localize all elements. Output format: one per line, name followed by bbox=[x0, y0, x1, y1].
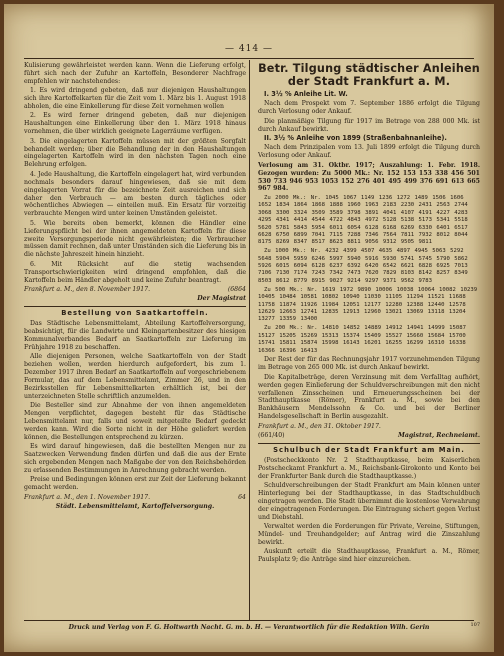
header-rule bbox=[24, 58, 474, 59]
left-paragraph: Alle diejenigen Personen, welche Saatkartoffeln von der Stadt beziehen wollen, werden hierdurch aufgefordert, bis zum 1. Dezember 1917 ihren Bedarf an Saatkartoffeln auf vorgeschriebenem Formular, das auf dem Lebensmittelamt, Zimmer 26, und in den Bezirksstellen für Lebensmittelkarten erhältlich ist, bei der unterzeichneten Stelle schriftlich anzumelden. bbox=[24, 353, 246, 400]
drawn-numbers: Zu 500 Mk.: Nr. 1619 1972 9890 10006 10038 10064 10082 10239 10405 10484 10581 10802 10940 11030 11105 11294 11521 11688 11758 11874 11926 11984 12051 12177 12280 12388 12440 12578 12629 12663 12741 12835 12913 12960 13021 13069 13118 13204 13277 13359 13400 bbox=[258, 286, 478, 323]
signature bbox=[258, 432, 480, 440]
left-paragraph: 1. Es wird dringend gebeten, daß nur diejenigen Haushaltungen sich ihre Kartoffelkarten für die Zeit vom 1. März bis 1. August 1918 abholen, die eine Einkellerung für diese Zeit vornehmen wollen bbox=[24, 87, 246, 111]
signature: Städt. Lebensmittelamt, Kartoffelversorgung. bbox=[55, 503, 215, 511]
left-paragraph: Das Städtische Lebensmittelamt, Abteilung Kartoffelversorgung, beabsichtigt, für die Landwirte und Kleingartenbesitzer des hiesigen Kommunalverbandes Bedarf an Saatkartoffeln zur Lieferung im Frühjahre 1918 zu beschaffen. bbox=[24, 320, 246, 351]
right-paragraph: Verwaltet werden die Forderungen für Private, Vereine, Stiftungen, Mündel- und Treuhandgelder; auf Antrag wird die Zinszahlung bewirkt. bbox=[258, 523, 480, 546]
dateline bbox=[258, 423, 480, 431]
left-paragraph: 2. Es wird ferner dringend gebeten, daß nur diejenigen Haushaltungen eine Einkellerung über den 1. März 1918 hinaus vornehmen, die über wirklich geeignete Lagerräume verfügen. bbox=[24, 112, 246, 136]
newspaper-page bbox=[4, 4, 494, 652]
right-paragraph: Nach dem Prinzipalen vom 13. Juli 1899 erfolgt die Tilgung durch Verlosung oder Ankauf. bbox=[258, 144, 480, 160]
footer-rule bbox=[24, 620, 474, 621]
right-paragraph: Die planmäßige Tilgung für 1917 im Betrage von 288 000 Mk. ist durch Ankauf bewirkt. bbox=[258, 117, 480, 133]
left-paragraph: Preise und Bedingungen können erst zur Zeit der Lieferung bekannt gemacht werden. bbox=[24, 476, 246, 492]
drawn-numbers: Zu 1000 Mk.: Nr. 4232 4399 4507 4635 4897 4945 5063 5292 5648 5904 5959 6246 5997 5940 5916 5930 5741 5745 5790 5862 5926 6015 6094 6128 6237 6392 6420 6542 6621 6828 6925 7013 7106 7130 7174 7243 7342 7473 7620 7829 8103 8142 8257 8349 8503 8612 8779 8915 9027 9214 9297 9371 9562 9783 bbox=[258, 248, 468, 284]
right-paragraph: Auskunft erteilt die Stadthauptkasse, Frankfurt a. M., Römer, Paulsplatz 9; die Anträge sind hier einzureichen. bbox=[258, 548, 480, 564]
notice-number: 64 bbox=[238, 493, 246, 501]
left-paragraph: 5. Wie bereits oben bemerkt, können die Händler eine Lieferungspflicht bei der ihnen angemeldeten Kartoffeln für diese zweite Versorgungsperiode nicht gewährleisten; die Verbraucher müssen damit rechnen, daß unter Umständen sich die Lieferung bis in die nächste Jahreszeit hinein hinzieht. bbox=[24, 219, 246, 259]
drawn-numbers: Zu 200 Mk.: Nr. 14810 14852 14889 14912 14941 14999 15087 15127 15205 15269 15313 15374 15409 15527 15660 15684 15700 15741 15811 15874 15998 16143 16201 16255 16299 16310 16338 16366 16396 16413 bbox=[258, 325, 466, 354]
left-paragraph: Die Besteller sind zur Abnahme der von ihnen angemeldeten Mengen verpflichtet, dagegen besteht für das Städtische Lebensmittelamt nur, falls und soweit mitgeteilte Bedarf gedeckt werden kann. Wird die Sorte nicht in der Höhe geliefert werden können, die Bestellungen entsprechend zu kürzen. bbox=[24, 402, 246, 441]
subheading: I. 3½ % Anleihe Lit. W. bbox=[264, 90, 348, 98]
right-paragraph: Die Kapitalbeträge, deren Verzinsung mit dem Verfalltag aufhört, werden gegen Einlieferung der Schuldverschreibungen mit den nicht verfallenen Zinsscheinen und Erneuerungsscheinen bei der Stadthauptkasse (Römer), Frankfurt a. M., sowie bei den Bankhäusern Mendelssohn & Co. und bei der Berliner Handelsgesellschaft in Berlin ausgezahlt. bbox=[258, 373, 480, 421]
right-paragraph: (Postscheckkonto Nr. 2 Stadthauptkasse, beim Kaiserlichen Postscheckamt Frankfurt a. M., Reichsbank-Girokonto und Konto bei der Frankfurter Bank durch die Stadthauptkasse.) bbox=[258, 456, 480, 480]
left-paragraph: 4. Jede Haushaltung, die Kartoffeln eingelagert hat, wird verbunden nochmals besonders darauf hingewiesen, daß sie mit dem eingelagerten Vorrat für die bezeichnete Zeit ausreichen und sich daher den Verbrauch — am besten durch tägliches oder wöchentliches Abwiegen — einteilen muß. Ein Ersatz für vorzeitig verbrauchte Mengen wird unter keinen Umständen geleistet. bbox=[24, 170, 246, 218]
subheading: II. 3½ % Anleihe von 1899 (Straßenbahnanleihe). bbox=[264, 134, 447, 143]
notice-number: (6864 bbox=[227, 285, 246, 293]
section-title: Bestellung von Saatkartoffeln. bbox=[61, 309, 209, 318]
date-text: Frankfurt a. M., den 31. Oktober 1917. bbox=[258, 422, 381, 430]
left-paragraph: Kulisierung gewährleistet werden kann. Wenn die Lieferung erfolgt, führt sich nach der Zufuhr an Kartoffeln, Besonderer Nachfrage empfehlen wir nachstehendes: bbox=[24, 62, 246, 85]
page-number: — 414 — bbox=[225, 44, 273, 54]
right-column bbox=[258, 62, 480, 618]
right-paragraph: Der Rest der für das Rechnungsjahr 1917 vorzunehmenden Tilgung im Betrage von 265 000 Mk. ist durch Ankauf bewirkt. bbox=[258, 356, 480, 372]
section-rule bbox=[258, 443, 480, 444]
notice-number: 107 bbox=[470, 622, 480, 628]
section-title: Schulbuch der Stadt Frankfurt am Main. bbox=[273, 445, 465, 454]
column-divider bbox=[249, 60, 250, 620]
notice-number: (661/40) bbox=[258, 432, 285, 440]
left-column bbox=[24, 62, 246, 618]
left-paragraph: 3. Die eingelagerten Kartoffeln müssen mit der größten Sorgfalt behandelt werden; über die Behandlung der in den Haushaltungen eingelagerten Kartoffeln wird in den nächsten Tagen noch eine Belehrung erfolgen. bbox=[24, 137, 246, 169]
left-paragraph: 6. Mit Rücksicht auf die stetig wachsenden Transportschwierigkeiten wird dringend empfohlen, daß die Kartoffeln beim Händler abgeholt und keine Zufuhr beantragt. bbox=[24, 260, 246, 284]
right-paragraph: Nach dem Prospekt vom 7. September 1886 erfolgt die Tilgung durch Verlosung oder Ankauf. bbox=[258, 100, 480, 116]
date-text: Frankfurt a. M., den 1. November 1917. bbox=[24, 493, 151, 501]
date-text: Frankfurt a. M., den 8. November 1917. bbox=[24, 285, 151, 293]
dateline bbox=[24, 286, 246, 294]
dateline bbox=[24, 494, 246, 502]
drawn-numbers: Zu 2000 Mk.: Nr. 1045 1067 1149 1236 1272 1489 1506 1606 1652 1834 1864 1868 1888 1960 1963 2183 2230 2431 2563 2744 3068 3300 3324 3509 3589 3798 3891 4041 4107 4191 4227 4283 4295 4341 4414 4544 4722 4843 4972 5128 5138 5173 5341 5518 5620 5781 5843 5954 6011 6054 6128 6168 6269 6330 6401 6517 6628 6750 6899 7041 7115 7288 7346 7564 7811 7932 8012 8044 8175 8269 8347 8517 8623 8811 9056 9312 9505 9811 bbox=[258, 194, 468, 246]
imprint-footer: Druck und Verlag von F. G. Holtwarth Nacht. G. m. b. H. — Verantwortlich für die Redaktion Wilh. Gerin bbox=[68, 624, 430, 631]
right-paragraph: Verlosung am 31. Oktbr. 1917; Auszahlung: 1. Febr. 1918. Gezogen wurden: Zu 5000 Mk.: Nr. 152 153 153 338 456 501 530 733 946 953 1053 152 276 401 495 499 376 691 613 665 967 984. bbox=[258, 161, 480, 193]
signature-text: Magistrat, Rechneiamt. bbox=[397, 432, 480, 440]
left-paragraph: Es wird darauf hingewiesen, daß die bestellten Mengen nur zu Saatzwecken Verwendung finden dürfen und daß die aus der Ernte sich ergebenden Mengen nach Maßgabe der von den Reichsbehörden zu erlassenden Bestimmungen in Anrechnung gebracht werden. bbox=[24, 443, 246, 474]
headline: Betr. Tilgung städtischer Anleihen der Stadt Frankfurt a. M. bbox=[258, 62, 480, 88]
signature: Der Magistrat bbox=[197, 295, 246, 303]
right-paragraph: Schuldverschreibungen der Stadt Frankfurt am Main können unter Hinterlegung bei der Stadthauptkasse, in das Stadtschuldbuch eingetragen werden. Die Stadt übernimmt die kostenlose Verwahrung der eingetragenen Forderungen. Die Eintragung sichert gegen Verlust und Diebstahl. bbox=[258, 482, 480, 521]
section-rule bbox=[24, 306, 246, 307]
